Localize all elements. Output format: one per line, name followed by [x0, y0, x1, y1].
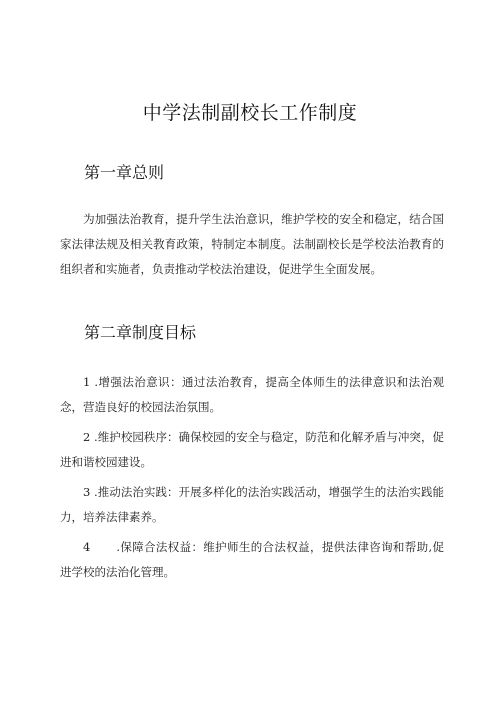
goal-item-3: [60, 480, 444, 530]
goal-item-text: .维护校园秩序：确保校园的安全与稳定，防范和化解矛盾与冲突，促进和谐校园建设。: [60, 430, 444, 469]
chapter-1-body: 为加强法治教育，提升学生法治意识，维护学校的安全和稳定，结合国家法律法规及相关教育政策，特制定本制度。法制副校长是学校法治教育的组织者和实施者，负责推动学校法治建设，促进学生全面发展。: [60, 212, 444, 276]
chapter-2-heading: 第二章制度目标: [84, 323, 197, 342]
goal-item-number: 1: [83, 375, 91, 389]
goal-item-4: [60, 535, 444, 585]
goal-item-text: .推动法治实践：开展多样化的法治实践活动，增强学生的法治实践能力，培养法律素养。: [60, 485, 444, 524]
goal-item-text: .保障合法权益：维护师生的合法权益，提供法律咨询和帮助,促进学校的法治化管理。: [60, 540, 444, 579]
document-title: 中学法制副校长工作制度: [142, 102, 358, 124]
goal-item-1: [60, 370, 444, 420]
goal-item-text: .增强法治意识：通过法治教育，提高全体师生的法律意识和法治观念，营造良好的校园法治氛围。: [60, 375, 445, 414]
goal-item-2: [60, 425, 444, 475]
chapter-1-heading: 第一章总则: [84, 163, 165, 182]
goal-item-number: 3: [83, 485, 91, 499]
chapter-1-paragraph: [60, 207, 444, 282]
goal-item-number: 2: [83, 430, 91, 444]
goal-item-number: 4: [83, 540, 91, 554]
